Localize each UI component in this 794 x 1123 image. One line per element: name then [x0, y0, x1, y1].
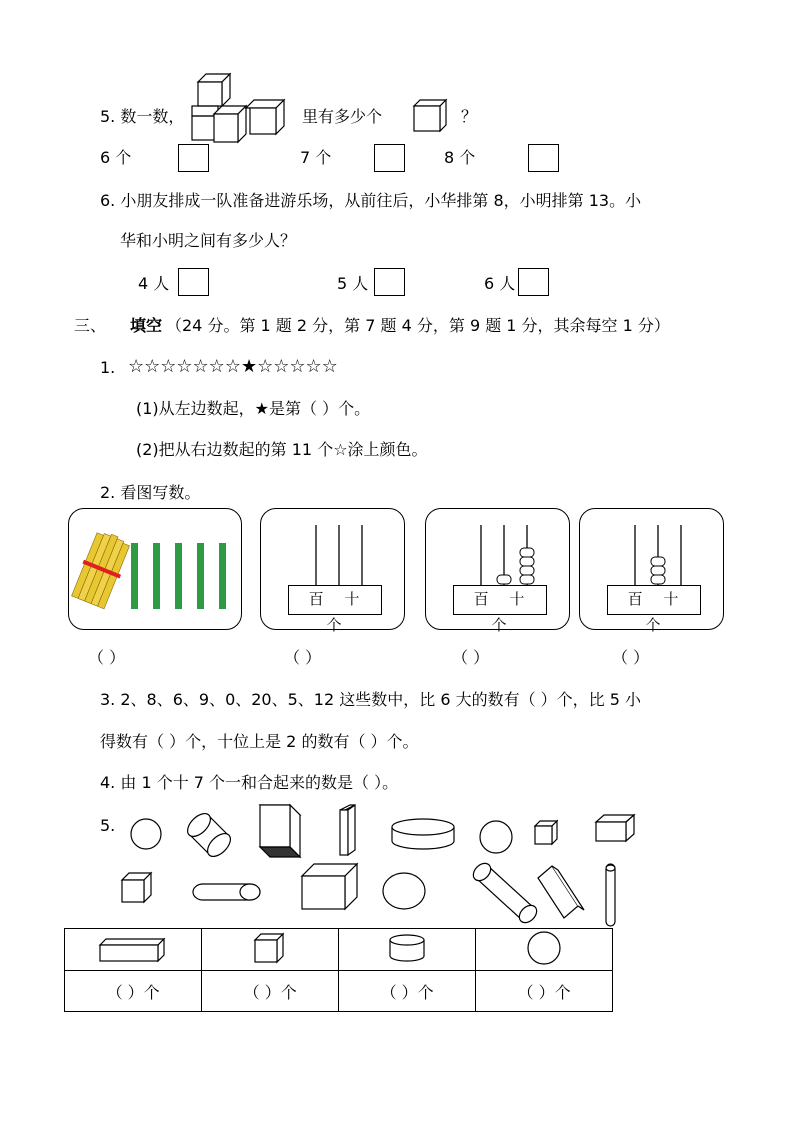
- header-sphere: [476, 929, 613, 971]
- q6-option-1: 4 人: [138, 274, 170, 293]
- answer-cylinder[interactable]: （ ）个: [339, 971, 476, 1012]
- large-cube-icon: [302, 864, 357, 909]
- fill3-line-1: 3. 2、8、6、9、0、20、5、12 这些数中，比 6 大的数有（ ）个，比 5 小: [100, 690, 642, 709]
- q6-option-2: 5 人: [337, 274, 369, 293]
- shape-count-table: [64, 928, 613, 1012]
- q5-option-3: 8 个: [444, 148, 476, 167]
- cylinder-icon: [387, 932, 427, 964]
- box-icon: [596, 815, 634, 841]
- q6-line-1: 6. 小朋友排成一队准备进游乐场，从前往后，小华排第 8，小明排第 13。小: [100, 191, 642, 210]
- abacus-base-label: 百 十 个: [607, 585, 701, 615]
- fill1-label: 1.: [100, 358, 116, 377]
- section-detail: （24 分。第 1 题 2 分，第 7 题 4 分，第 9 题 1 分，其余每空 1 分）: [166, 316, 670, 335]
- sphere-icon: [526, 930, 562, 966]
- section-number: 三、: [74, 316, 107, 335]
- fill2-answer-2[interactable]: （ ）: [284, 648, 322, 667]
- flat-cylinder-icon: [392, 819, 454, 849]
- thin-prism-icon: [340, 805, 355, 855]
- answer-cube[interactable]: （ ）个: [202, 971, 339, 1012]
- small-cube-icon: [535, 821, 557, 844]
- sphere-icon: [131, 819, 161, 849]
- cylinder-tilted-icon: [183, 809, 234, 860]
- abacus-base-label: 百 十 个: [288, 585, 382, 615]
- fill2-answer-3[interactable]: （ ）: [452, 648, 490, 667]
- cuboid-icon: [98, 933, 168, 963]
- cube-icon: [122, 873, 151, 902]
- fill3-line-2: 得数有（ ）个，十位上是 2 的数有（ ）个。: [100, 732, 419, 751]
- tall-box-icon: [260, 805, 300, 857]
- fill2-answer-1[interactable]: （ ）: [88, 648, 126, 667]
- section-title: 填空: [130, 316, 163, 335]
- answer-cuboid[interactable]: （ ）个: [65, 971, 202, 1012]
- q5-prompt: 5. 数一数，: [100, 107, 185, 126]
- q6-option-3: 6 人: [484, 274, 516, 293]
- fill2-answer-4[interactable]: （ ）: [612, 648, 650, 667]
- header-cuboid: [65, 929, 202, 971]
- fill1-sub-2: (2)把从右边数起的第 11 个☆涂上颜色。: [136, 440, 428, 459]
- q5-question: 里有多少个: [302, 107, 383, 126]
- header-cube: [202, 929, 339, 971]
- fill1-sub-1: (1)从左边数起，★是第（ ）个。: [136, 399, 371, 418]
- tilted-prism-icon: [538, 866, 584, 918]
- fill5-label: 5.: [100, 816, 116, 835]
- sphere-icon: [383, 873, 425, 909]
- lying-cylinder-icon: [193, 884, 260, 900]
- q5-option-2: 7 个: [300, 148, 332, 167]
- tilted-cylinder-icon: [470, 860, 540, 926]
- header-cylinder: [339, 929, 476, 971]
- fill2-label: 2. 看图写数。: [100, 483, 201, 502]
- fill1-stars: ☆☆☆☆☆☆☆★☆☆☆☆☆: [128, 356, 338, 377]
- q5-question-mark: ？: [461, 107, 478, 126]
- standing-cylinder-icon: [606, 864, 615, 926]
- q6-line-2: 华和小明之间有多少人？: [120, 231, 297, 250]
- cube-icon: [253, 932, 287, 964]
- q5-option-1: 6 个: [100, 148, 132, 167]
- sphere-icon: [480, 821, 512, 853]
- abacus-base-label: 百 十 个: [453, 585, 547, 615]
- answer-sphere[interactable]: （ ）个: [476, 971, 613, 1012]
- fill4-text: 4. 由 1 个十 7 个一和合起来的数是（ ）。: [100, 773, 399, 792]
